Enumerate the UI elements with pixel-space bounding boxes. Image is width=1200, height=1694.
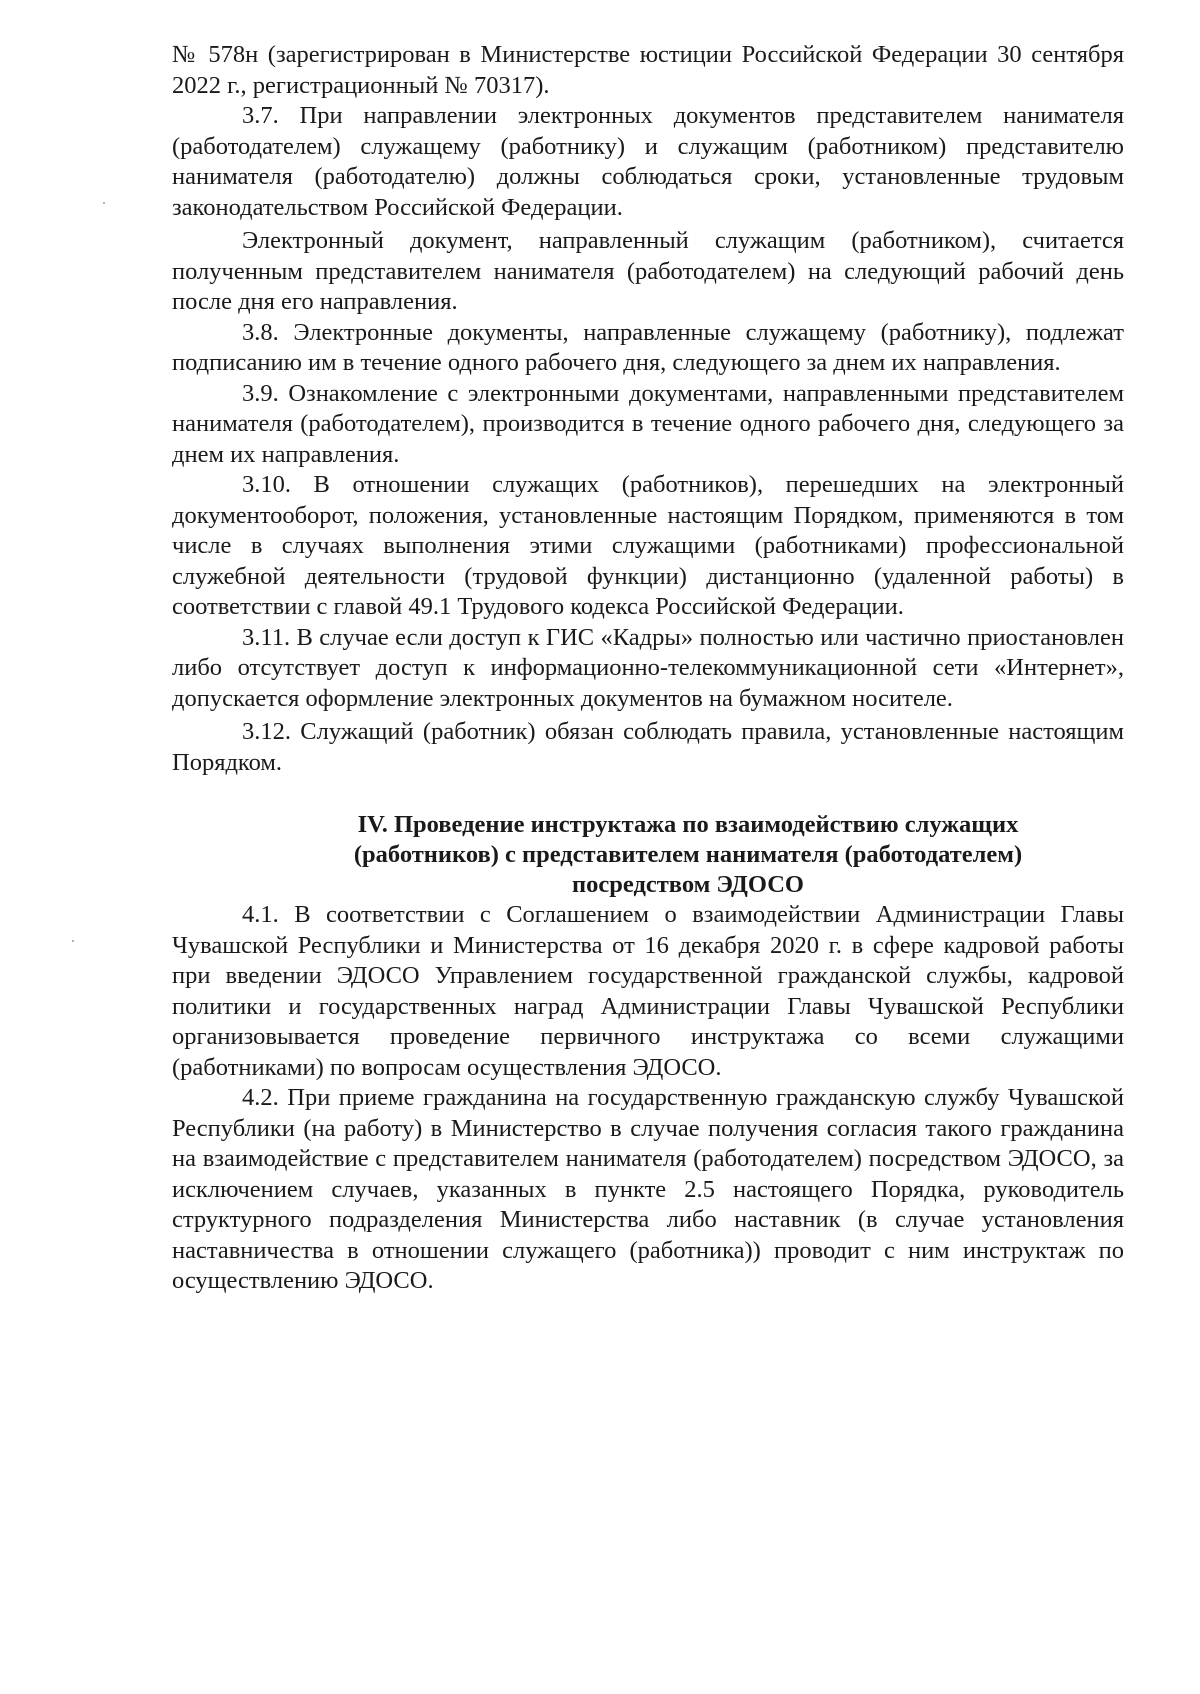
scan-speck bbox=[72, 940, 74, 942]
paragraph-3-8: 3.8. Электронные документы, направленные служащему (работнику), подлежат подписанию им в течение одного рабочего дня, следующего за днем их направления. bbox=[172, 318, 1124, 376]
paragraph-3-10: 3.10. В отношении служащих (работников), перешедших на электронный документооборот, положения, установленные настоящим Порядком, применяются в том числе в случаях выполнения этими служащими (работниками) профессиональной служебной деятельности (трудовой функции) дистанционно (удаленной работы) в соответствии с главой 49.1 Трудового кодекса Российской Федерации. bbox=[172, 471, 1124, 620]
document-body bbox=[172, 40, 1124, 1297]
paragraph-3-12: 3.12. Служащий (работник) обязан соблюдать правила, установленные настоящим Порядком. bbox=[172, 718, 1124, 776]
section-heading: IV. Проведение инструктажа по взаимодействию служащих (работников) с представителем нанимателя (работодателем) посредством ЭДОСО bbox=[353, 811, 1023, 898]
paragraph-3-7-electronic-document: Электронный документ, направленный служащим (работником), считается полученным представителем нанимателя (работодателем) на следующий рабочий день после дня его направления. bbox=[172, 227, 1124, 315]
paragraph-3-9: 3.9. Ознакомление с электронными документами, направленными представителем нанимателя (работодателем), производится в течение одного рабочего дня, следующего за днем их направления. bbox=[172, 379, 1124, 468]
paragraph-3-11: 3.11. В случае если доступ к ГИС «Кадры» полностью или частично приостановлен либо отсутствует доступ к информационно-телекоммуникационной сети «Интернет», допускается оформление электронных документов на бумажном носителе. bbox=[172, 623, 1124, 712]
paragraph-4-2: 4.2. При приеме гражданина на государственную гражданскую службу Чувашской Республики (на работу) в Министерство в случае получения согласия такого гражданина на взаимодействие с представителем нанимателя (работодателем) посредством ЭДОСО, за исключением случаев, указанных в пункте 2.5 настоящего Порядка, руководитель структурного подразделения Министерства либо наставник (в случае установления наставничества в отношении служащего (работника)) проводит с ним инструктаж по осуществлению ЭДОСО. bbox=[172, 1084, 1124, 1294]
scan-speck bbox=[103, 202, 105, 204]
paragraph-3-7: 3.7. При направлении электронных документов представителем нанимателя (работодателем) служащему (работнику) и служащим (работником) представителю нанимателя (работодателю) должны соблюдаться сроки, установленные трудовым законодательством Российской Федерации. bbox=[172, 102, 1124, 221]
paragraph-continuation: № 578н (зарегистрирован в Министерстве юстиции Российской Федерации 30 сентября 2022 г., регистрационный № 70317). bbox=[172, 41, 1124, 99]
paragraph-4-1: 4.1. В соответствии с Соглашением о взаимодействии Администрации Главы Чувашской Республики и Министерства от 16 декабря 2020 г. в сфере кадровой работы при введении ЭДОСО Управлением государственной гражданской службы, кадровой политики и государственных наград Администрации Главы Чувашской Республики организовывается проведение первичного инструктажа со всеми служащими (работниками) по вопросам осуществления ЭДОСО. bbox=[172, 901, 1124, 1081]
